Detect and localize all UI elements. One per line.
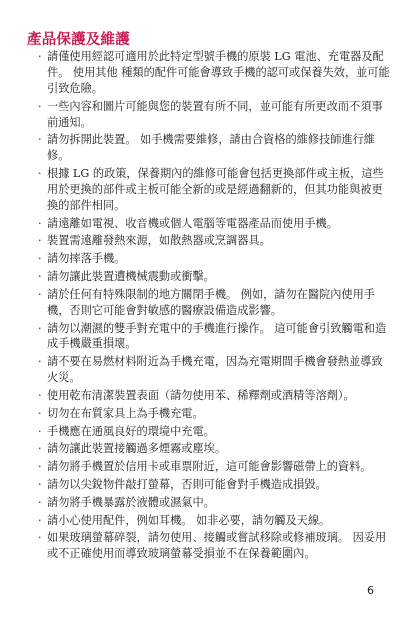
bullet-icon: · (38, 388, 42, 402)
list-item-text: 切勿在布質家具上為手機充電。 (47, 406, 204, 420)
bullet-icon: · (38, 133, 42, 147)
bullet-icon: · (38, 442, 42, 456)
list-item (38, 166, 390, 214)
bullet-icon: · (38, 460, 42, 474)
bullet-icon: · (38, 270, 42, 284)
list-item-text: 請勿將手機置於信用卡或車票附近，這可能會影響磁帶上的資料。 (47, 460, 372, 474)
list-item (38, 49, 390, 97)
list-item-text: 請遠離如電視、收音機或個人電腦等電器產品而使用手機。 (47, 216, 338, 230)
list-item (38, 354, 390, 386)
list-item-text: 請勿以潮濕的雙手對充電中的手機進行操作。 這可能會引致觸電和造成手機嚴重損壞。 (47, 321, 387, 351)
list-item-text: 手機應在通風良好的環境中充電。 (47, 424, 215, 438)
list-item-text: 請勿拆開此裝置。 如手機需要維修，請由合資格的維修技師進行維修。 (47, 133, 375, 163)
list-item (38, 406, 390, 422)
section-heading: 產品保護及維護 (27, 32, 130, 48)
bullet-icon: · (38, 50, 42, 63)
list-item (38, 99, 390, 131)
page-number: 6 (367, 584, 374, 597)
bullet-icon: · (38, 477, 42, 491)
list-item (38, 495, 390, 511)
list-item (38, 321, 390, 353)
bullet-icon: · (38, 252, 42, 266)
list-item-text: 請勿讓此裝置接觸過多煙霧或塵埃。 (47, 442, 227, 456)
care-instructions-list (38, 49, 390, 564)
list-item-text: 請僅使用經認可適用於此特定型號手機的原裝 LG 電池、充電器及配件。 使用其他 種類的配件可能會導致手機的認可或保養失效，並可能引致危險。 (47, 50, 390, 95)
list-item (38, 477, 390, 493)
list-item-text: 請於任何有特殊限制的地方關閉手機。 例如，請勿在醫院內使用手機，否則它可能會對敏感的醫療設備造成影響。 (47, 287, 375, 317)
list-item (38, 269, 390, 285)
bullet-icon: · (38, 531, 42, 545)
bullet-icon: · (38, 424, 42, 438)
bullet-icon: · (38, 406, 42, 420)
list-item (38, 424, 390, 440)
list-item (38, 251, 390, 267)
list-item-text: 一些內容和圖片可能與您的裝置有所不同，並可能有所更改而不須事前通知。 (47, 99, 383, 129)
bullet-icon: · (38, 216, 42, 230)
list-item-text: 使用乾布清潔裝置表面（請勿使用苯、稀釋劑或酒精等溶劑）。 (47, 388, 355, 402)
list-item-text: 請勿讓此裝置遭機械震動或衝擊。 (47, 270, 215, 284)
list-item (38, 132, 390, 164)
list-item (38, 530, 390, 562)
list-item-text: 裝置需遠離發熱來源，如散熱器或烹調器具。 (47, 234, 271, 248)
bullet-icon: · (38, 321, 42, 335)
list-item (38, 459, 390, 475)
list-item (38, 287, 390, 319)
list-item-text: 請勿以尖銳物件敲打螢幕，否則可能會對手機造成損毀。 (47, 477, 327, 491)
list-item (38, 513, 390, 529)
list-item-text: 請勿將手機暴露於液體或濕氣中。 (47, 495, 215, 509)
list-item (38, 388, 390, 404)
bullet-icon: · (38, 495, 42, 509)
list-item-text: 請不要在易燃材料附近為手機充電，因為充電期間手機會發熱並導致火災。 (47, 355, 383, 385)
bullet-icon: · (38, 234, 42, 248)
list-item-text: 如果玻璃螢幕碎裂，請勿使用、接觸或嘗試移除或修補玻璃。 因妥用或不正確使用而導致玻璃螢幕受損並不在保養範圍內。 (47, 531, 387, 561)
list-item-text: 根據 LG 的政策，保養期內的維修可能會包括更換部件或主板，這些用於更換的部件或主板可能全新的或是經過翻新的，但其功能與被更換的部件相同。 (47, 167, 384, 212)
list-item (38, 216, 390, 232)
bullet-icon: · (38, 167, 42, 181)
list-item (38, 233, 390, 249)
bullet-icon: · (38, 355, 42, 369)
bullet-icon: · (38, 287, 42, 301)
bullet-icon: · (38, 99, 42, 113)
bullet-icon: · (38, 513, 42, 527)
list-item (38, 441, 390, 457)
list-item-text: 請小心使用配件，例如耳機。 如非必要，請勿觸及天線。 (47, 513, 331, 527)
list-item-text: 請勿摔落手機。 (47, 252, 126, 266)
